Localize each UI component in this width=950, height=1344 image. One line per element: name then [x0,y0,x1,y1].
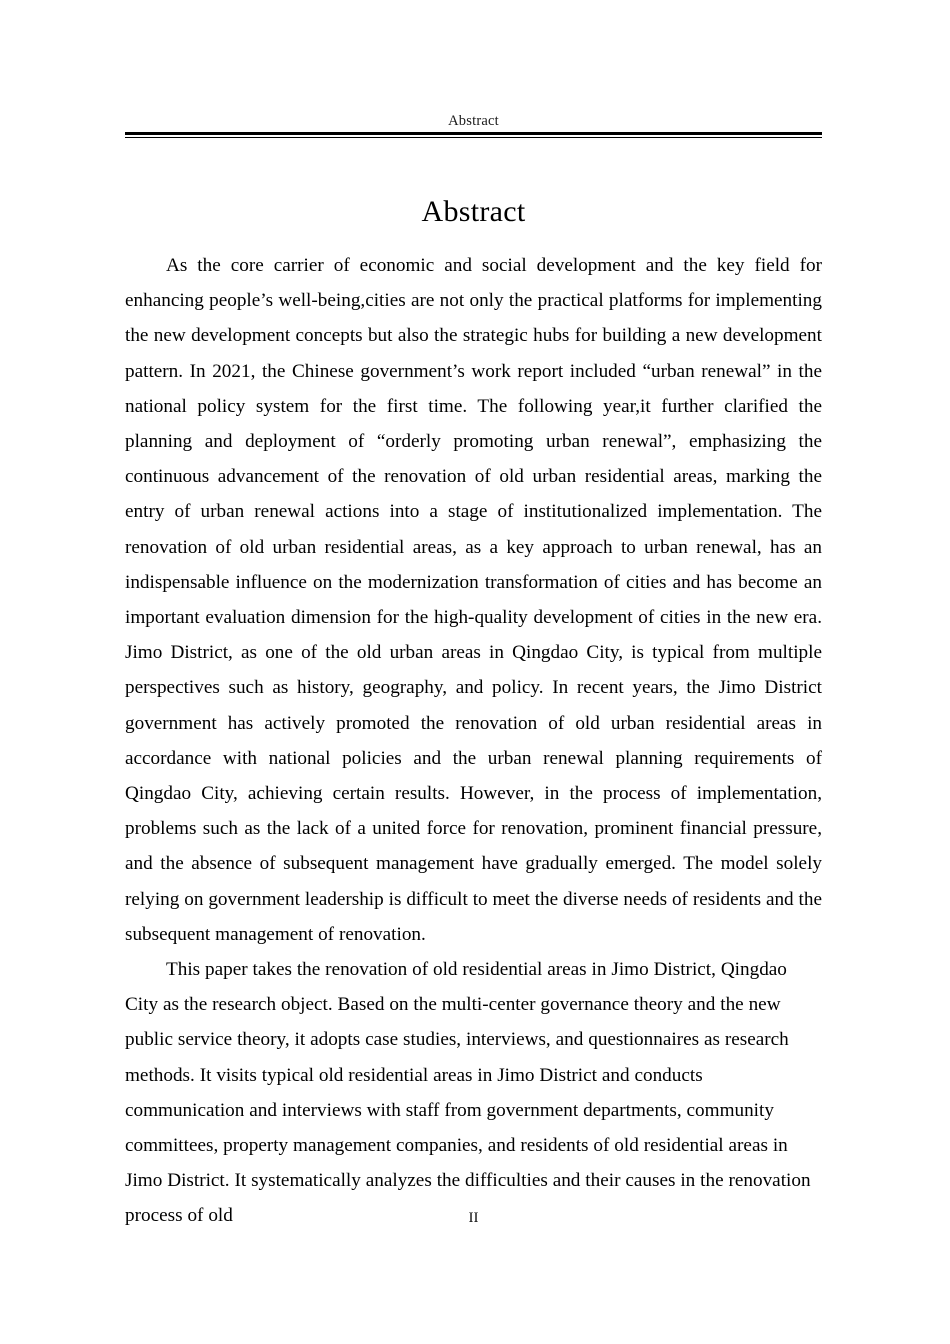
header-double-rule [125,132,822,138]
page-title: Abstract [421,195,526,229]
page-header [125,112,822,138]
body-paragraph: As the core carrier of economic and social development and the key field for enhancing people’s well-being,cities are not only the practical platforms for implementing the new development concepts but also the strategic hubs for building a new development pattern. In 2021, the Chinese government’s work report included “urban renewal” in the national policy system for the first time. The following year,it further clarified the planning and deployment of “orderly promoting urban renewal”, emphasizing the continuous advancement of the renovation of old urban residential areas, marking the entry of urban renewal actions into a stage of institutionalized implementation. The renovation of old urban residential areas, as a key approach to urban renewal, has an indispensable influence on the modernization transformation of cities and has become an important evaluation dimension for the high-quality development of cities in the new era. Jimo District, as one of the old urban areas in Qingdao City, is typical from multiple perspectives such as history, geography, and policy. In recent years, the Jimo District government has actively promoted the renovation of old urban residential areas in accordance with national policies and the urban renewal planning requirements of Qingdao City, achieving certain results. However, in the process of implementation, problems such as the lack of a united force for renovation, prominent financial pressure, and the absence of subsequent management have gradually emerged. The model solely relying on government leadership is difficult to meet the diverse needs of residents and the subsequent management of renovation. [125,255,822,945]
page-footer [125,1208,822,1228]
page-number: II [468,1210,479,1226]
abstract-body [125,248,822,1234]
header-rule-thin [125,137,822,139]
body-paragraph: This paper takes the renovation of old residential areas in Jimo District, Qingdao City as the research object. Based on the multi-center governance theory and the new public service theory, it adopts case studies, interviews, and questionnaires as research methods. It visits typical old residential areas in Jimo District and conducts communication and interviews with staff from government departments, community committees, property management companies, and residents of old residential areas in Jimo District. It systematically analyzes the difficulties and their causes in the renovation process of old [125,959,811,1227]
running-header-text: Abstract [448,113,499,129]
